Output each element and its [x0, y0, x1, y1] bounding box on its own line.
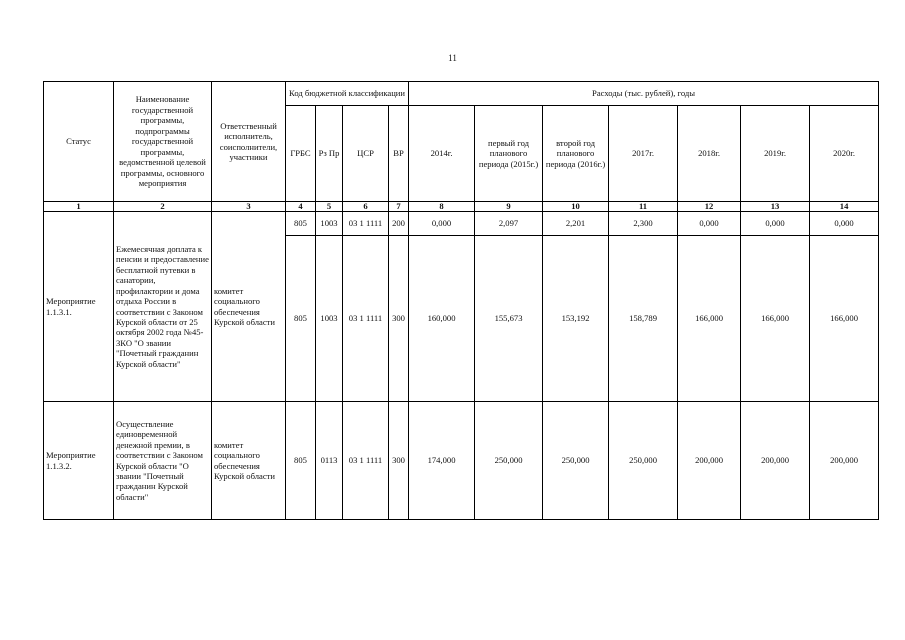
cell-value-2015: 155,673 — [475, 236, 543, 402]
cell-value-2015: 250,000 — [475, 402, 543, 520]
header-year-2014: 2014г. — [409, 106, 475, 202]
header-year-2018: 2018г. — [678, 106, 741, 202]
cell-value-2017: 250,000 — [609, 402, 678, 520]
column-number: 14 — [810, 202, 879, 212]
header-status: Статус — [44, 82, 114, 202]
cell-vr: 200 — [389, 212, 409, 236]
header-csr: ЦСР — [343, 106, 389, 202]
cell-value-2014: 160,000 — [409, 236, 475, 402]
cell-value-2017: 2,300 — [609, 212, 678, 236]
cell-value-2019: 0,000 — [741, 212, 810, 236]
column-number-row — [44, 202, 879, 212]
header-vr: ВР — [389, 106, 409, 202]
column-number: 11 — [609, 202, 678, 212]
cell-grbs: 805 — [286, 402, 316, 520]
row-program-name: Ежемесячная доплата к пенсии и предоставление бесплатной путевки в санатории, профилактории и дома отдыха России в соответствии с Законом Курской области от 25 октября 2002 года №45-ЗКО "О звании "Почетный гражданин Курской области" — [114, 212, 212, 402]
cell-value-2017: 158,789 — [609, 236, 678, 402]
cell-value-2018: 0,000 — [678, 212, 741, 236]
header-year-2020: 2020г. — [810, 106, 879, 202]
cell-value-2014: 174,000 — [409, 402, 475, 520]
header-program-name: Наименование государственной программы, подпрограммы государственной программы, ведомственной целевой программы, основного мероприятия — [114, 82, 212, 202]
page-number: 11 — [448, 53, 457, 63]
cell-value-2015: 2,097 — [475, 212, 543, 236]
column-number: 1 — [44, 202, 114, 212]
column-number: 8 — [409, 202, 475, 212]
column-number: 5 — [316, 202, 343, 212]
cell-csr: 03 1 1111 — [343, 402, 389, 520]
cell-csr: 03 1 1111 — [343, 212, 389, 236]
row-responsible: комитет социального обеспечения Курской области — [212, 402, 286, 520]
budget-table — [43, 81, 879, 520]
row-status: Мероприятие 1.1.3.2. — [44, 402, 114, 520]
table-row — [44, 212, 879, 236]
header-year-2017: 2017г. — [609, 106, 678, 202]
column-number: 10 — [543, 202, 609, 212]
column-number: 9 — [475, 202, 543, 212]
cell-grbs: 805 — [286, 212, 316, 236]
header-year-2016: второй год планового периода (2016г.) — [543, 106, 609, 202]
cell-rzpr: 1003 — [316, 236, 343, 402]
cell-value-2020: 166,000 — [810, 236, 879, 402]
cell-rzpr: 1003 — [316, 212, 343, 236]
cell-rzpr: 0113 — [316, 402, 343, 520]
cell-value-2016: 2,201 — [543, 212, 609, 236]
cell-value-2016: 250,000 — [543, 402, 609, 520]
header-year-2019: 2019г. — [741, 106, 810, 202]
cell-value-2018: 166,000 — [678, 236, 741, 402]
cell-vr: 300 — [389, 236, 409, 402]
header-rzpr: Рз Пр — [316, 106, 343, 202]
column-number: 4 — [286, 202, 316, 212]
table-row — [44, 402, 879, 520]
row-responsible: комитет социального обеспечения Курской области — [212, 212, 286, 402]
row-program-name: Осуществление единовременной денежной премии, в соответствии с Законом Курской области "О звании "Почетный гражданин Курской области" — [114, 402, 212, 520]
cell-value-2018: 200,000 — [678, 402, 741, 520]
column-number: 13 — [741, 202, 810, 212]
header-budget-code: Код бюджетной классификации — [286, 82, 409, 106]
cell-value-2019: 200,000 — [741, 402, 810, 520]
row-status: Мероприятие 1.1.3.1. — [44, 212, 114, 402]
cell-vr: 300 — [389, 402, 409, 520]
cell-value-2016: 153,192 — [543, 236, 609, 402]
cell-value-2020: 0,000 — [810, 212, 879, 236]
cell-grbs: 805 — [286, 236, 316, 402]
header-year-2015: первый год планового периода (2015г.) — [475, 106, 543, 202]
header-responsible: Ответственный исполнитель, соисполнители, участники — [212, 82, 286, 202]
cell-value-2020: 200,000 — [810, 402, 879, 520]
cell-value-2014: 0,000 — [409, 212, 475, 236]
header-grbs: ГРБС — [286, 106, 316, 202]
cell-value-2019: 166,000 — [741, 236, 810, 402]
column-number: 3 — [212, 202, 286, 212]
column-number: 6 — [343, 202, 389, 212]
cell-csr: 03 1 1111 — [343, 236, 389, 402]
column-number: 12 — [678, 202, 741, 212]
column-number: 7 — [389, 202, 409, 212]
column-number: 2 — [114, 202, 212, 212]
header-expenses: Расходы (тыс. рублей), годы — [409, 82, 879, 106]
